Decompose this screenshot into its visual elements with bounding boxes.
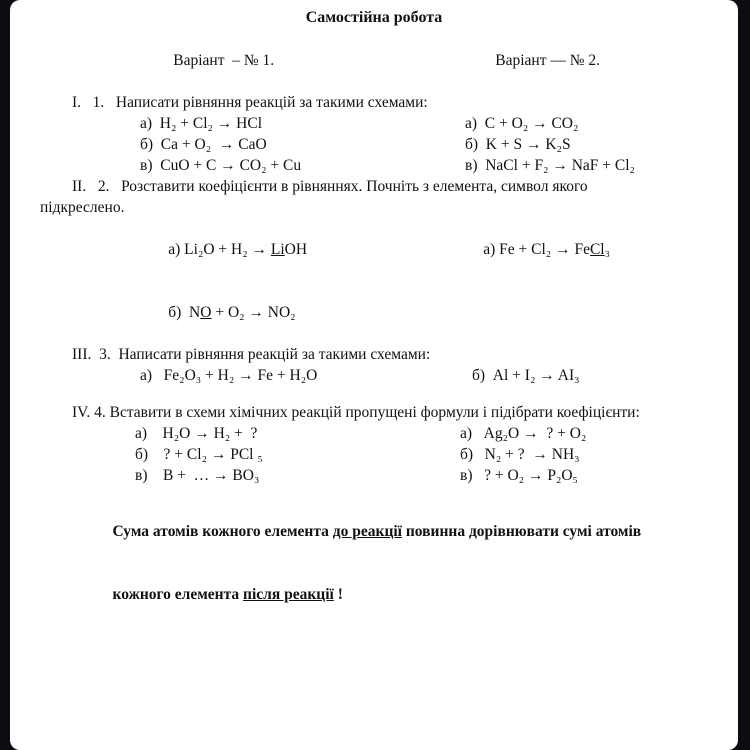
equation-row (10, 281, 738, 344)
document-page (10, 0, 738, 750)
variant-2-cell (455, 29, 600, 92)
footer-rule-line-2 (10, 563, 738, 626)
section-2-heading: II. 2. Розставити коефіцієнти в рівняннях. Почніть з елемента, символ якого (72, 178, 588, 195)
underlined-element: Cl (589, 241, 605, 258)
s4-right-a: а) Ag₂O → ? + O₂ (460, 425, 587, 442)
variant-2-label: Варіант — № 2. (495, 52, 601, 69)
equation-part: а) Fe + Cl₂ → Fe (483, 241, 590, 258)
s2-right-a (455, 218, 610, 281)
s1-left-a: а) H₂ + Cl₂ → HCl (140, 115, 263, 132)
s2-left-b (10, 281, 455, 344)
equation-row (10, 113, 738, 134)
variant-1-cell (10, 29, 455, 92)
equation-row (10, 218, 738, 281)
underlined-element: Li (270, 241, 285, 258)
section-2-heading-continued: підкреслено. (40, 199, 125, 216)
s1-left-v: в) CuO + C → CO₂ + Cu (140, 157, 302, 174)
section-4-heading: IV. 4. Вставити в схеми хімічних реакцій пропущені формули і підібрати коефіцієнти: (72, 404, 640, 421)
s1-right-b: б) K + S → K₂S (465, 136, 571, 153)
s3-right-b: б) Al + I₂ → AI₃ (472, 367, 580, 384)
underlined-phrase: після реакції (243, 586, 334, 603)
equation-row (10, 423, 738, 444)
equation-part: + O₂ → NO₂ (211, 304, 296, 321)
section-1-heading: I. 1. Написати рівняння реакцій за такими схемами: (72, 94, 428, 111)
footer-text: повинна дорівнювати сумі атомів (402, 523, 642, 540)
s4-left-v: в) B + … → BO₃ (135, 467, 260, 484)
footer-rule-line-1 (10, 500, 738, 563)
equation-row (10, 444, 738, 465)
variant-1-label: Варіант – № 1. (173, 52, 275, 69)
s2-left-a (10, 218, 455, 281)
equation-part: ₃ (604, 241, 611, 258)
footer-text: ! (333, 586, 343, 603)
equation-row (10, 465, 738, 486)
equation-row (10, 365, 738, 386)
s4-right-b: б) N₂ + ? → NH₃ (460, 446, 580, 463)
equation-part: а) Li₂O + H₂ → (168, 241, 271, 258)
equation-row (10, 155, 738, 176)
footer-text: Сума атомів кожного елемента (112, 523, 333, 540)
variant-row (10, 29, 738, 92)
s4-left-a: а) H₂O → H₂ + ? (135, 425, 258, 442)
page-title: Самостійна робота (305, 9, 443, 26)
underlined-element: O (200, 304, 212, 321)
s4-right-v: в) ? + O₂ → P₂O₅ (460, 467, 578, 484)
equation-part: б) N (168, 304, 201, 321)
section-3-heading: III. 3. Написати рівняння реакцій за такими схемами: (72, 346, 431, 363)
underlined-phrase: до реакції (332, 523, 402, 540)
equation-row (10, 134, 738, 155)
equation-part: OH (284, 241, 308, 258)
s2-right-b-empty (455, 281, 465, 344)
s4-left-b: б) ? + Cl₂ → PCl ₅ (135, 446, 263, 463)
s1-right-v: в) NaCl + F₂ → NaF + Cl₂ (465, 157, 635, 174)
footer-text: кожного елемента (112, 586, 244, 603)
s1-left-b: б) Ca + O₂ → CaO (140, 136, 267, 153)
s3-left-a: а) Fe₂O₃ + H₂ → Fe + H₂O (140, 367, 318, 384)
s1-right-a: а) C + O₂ → CO₂ (465, 115, 579, 132)
